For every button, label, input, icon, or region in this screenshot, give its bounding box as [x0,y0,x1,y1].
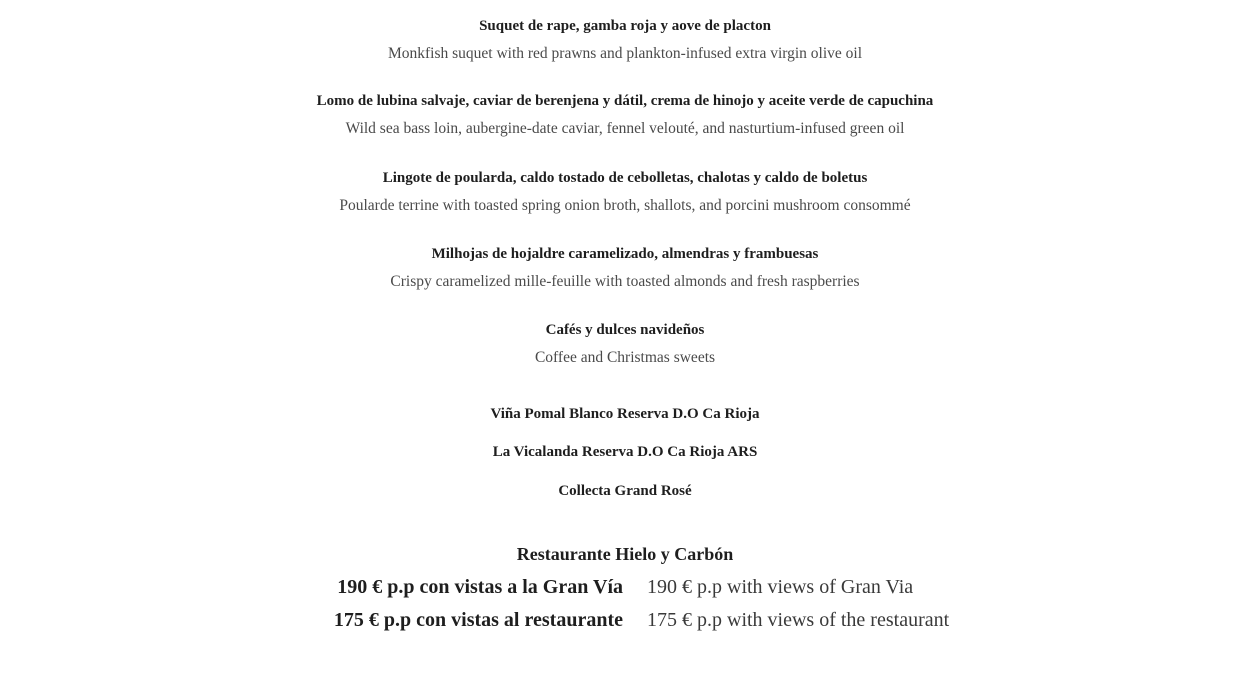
dish-name-en: Monkfish suquet with red prawns and plankton-infused extra virgin olive oil [387,45,863,62]
price-row [0,573,1250,601]
wine-item: La Vicalanda Reserva D.O Ca Rioja ARS [492,444,758,460]
dish-suquet [0,16,1250,64]
dish-name-en: Crispy caramelized mille-feuille with toasted almonds and fresh raspberries [390,273,860,290]
price-row [0,606,1250,634]
dish-name-en: Poularde terrine with toasted spring onion broth, shallots, and porcini mushroom consommé [339,197,911,214]
dish-name-en: Wild sea bass loin, aubergine-date caviar, fennel velouté, and nasturtium-infused green oil [345,120,905,137]
dish-name-es: Milhojas de hojaldre caramelizado, almendras y frambuesas [431,246,819,262]
dish-poularda [0,168,1250,216]
dish-milhojas [0,244,1250,292]
wine-item: Collecta Grand Rosé [558,483,692,499]
price-es: 190 € p.p con vistas a la Gran Vía [337,576,623,598]
dish-name-es: Cafés y dulces navideños [545,322,705,338]
dish-cafes [0,320,1250,368]
dish-name-es: Lomo de lubina salvaje, caviar de berenjena y dátil, crema de hinojo y aceite verde de capuchina [316,93,934,109]
price-es: 175 € p.p con vistas al restaurante [333,609,623,631]
dish-name-es: Suquet de rape, gamba roja y aove de placton [479,18,771,34]
dish-lubina [0,91,1250,139]
dish-name-es: Lingote de poularda, caldo tostado de cebolletas, chalotas y caldo de boletus [382,170,868,186]
restaurant-name: Restaurante Hielo y Carbón [516,544,734,564]
price-en: 190 € p.p with views of Gran Via [647,576,914,598]
price-en: 175 € p.p with views of the restaurant [647,609,950,631]
wine-item: Viña Pomal Blanco Reserva D.O Ca Rioja [490,406,760,422]
dish-name-en: Coffee and Christmas sweets [534,349,716,366]
